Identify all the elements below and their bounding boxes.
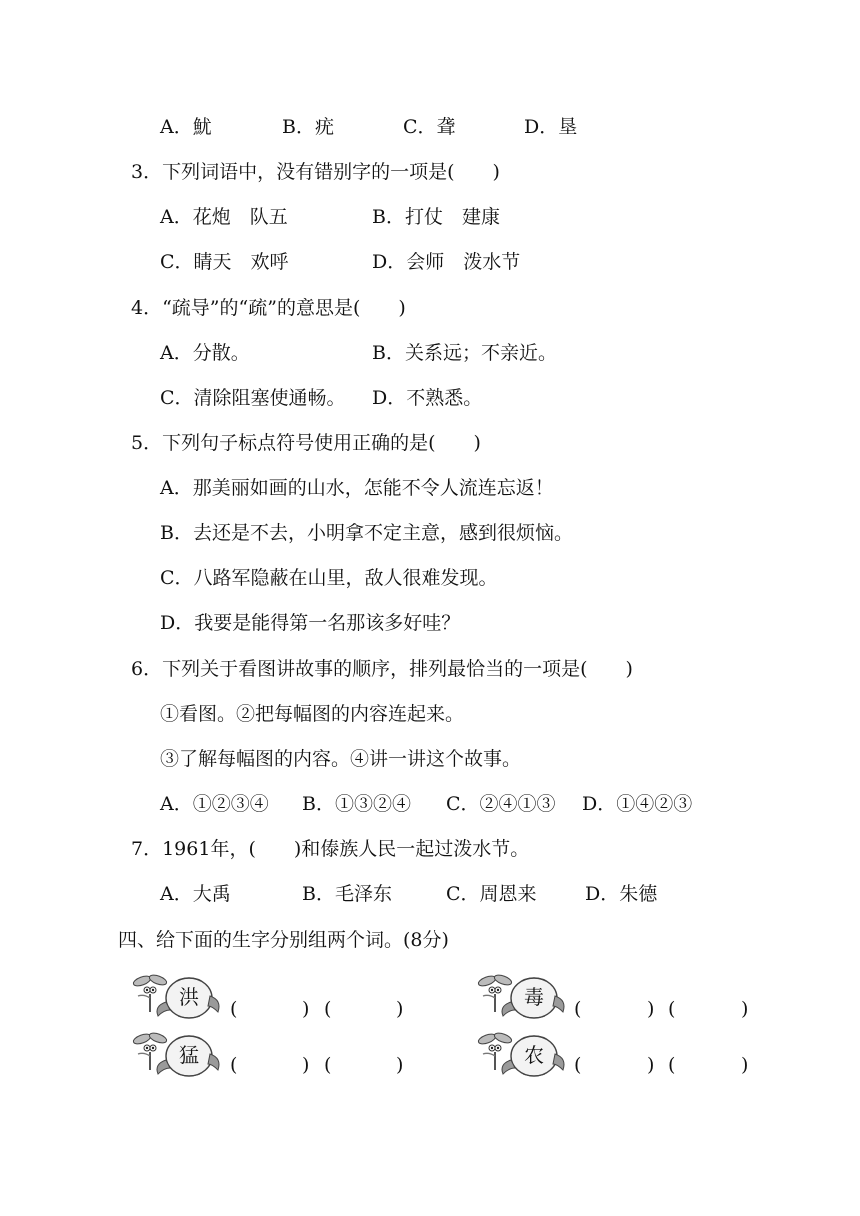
- answer-paren-close: ): [302, 1054, 310, 1076]
- character-hong: 洪: [179, 985, 199, 1009]
- q4-option-c: C．清除阻塞使通畅。: [160, 387, 346, 409]
- answer-paren-close: ): [741, 998, 749, 1020]
- option-a: A．魷: [160, 116, 212, 138]
- answer-paren-open: (: [324, 998, 332, 1020]
- q3-option-d: D．会师 泼水节: [372, 251, 521, 273]
- question-4-stem: 4．“疏导”的“疏”的意思是( ): [131, 297, 406, 319]
- q3-option-b: B．打仗 建康: [372, 206, 500, 228]
- q5-option-b: B．去还是不去，小明拿不定主意，感到很烦恼。: [160, 522, 573, 544]
- answer-paren-close: ): [396, 1054, 404, 1076]
- q4-option-d: D．不熟悉。: [372, 387, 483, 409]
- question-3-stem: 3．下列词语中，没有错别字的一项是( ): [131, 161, 500, 183]
- question-5-stem: 5．下列句子标点符号使用正确的是( ): [131, 432, 481, 454]
- answer-paren-open: (: [230, 998, 238, 1020]
- character-nong: 农: [524, 1043, 544, 1067]
- q6-option-b: B．①③②④: [302, 793, 411, 815]
- question-7-stem: 7．1961年，( )和傣族人民一起过泼水节。: [131, 838, 530, 860]
- q4-option-a: A．分散。: [160, 342, 250, 364]
- pumpkin-badge: [132, 972, 227, 1022]
- q6-line-1: ①看图。②把每幅图的内容连起来。: [160, 703, 465, 725]
- q7-option-a: A．大禹: [160, 883, 231, 905]
- q6-option-d: D．①④②③: [582, 793, 693, 815]
- answer-paren-close: ): [302, 998, 310, 1020]
- answer-paren-open: (: [668, 1054, 676, 1076]
- q5-option-d: D．我要是能得第一名那该多好哇？: [160, 612, 461, 634]
- pumpkin-badge: [477, 1030, 572, 1080]
- answer-paren-close: ): [741, 1054, 749, 1076]
- answer-paren-close: ): [647, 1054, 655, 1076]
- character-du: 毒: [524, 985, 544, 1009]
- q5-option-c: C．八路军隐蔽在山里，敌人很难发现。: [160, 567, 498, 589]
- option-d: D．垦: [524, 116, 578, 138]
- q6-option-a: A．①②③④: [160, 793, 269, 815]
- q7-option-c: C．周恩来: [446, 883, 537, 905]
- pumpkin-badge: [132, 1030, 227, 1080]
- character-meng: 猛: [179, 1043, 199, 1067]
- q4-option-b: B．关系远；不亲近。: [372, 342, 557, 364]
- question-6-stem: 6．下列关于看图讲故事的顺序，排列最恰当的一项是( ): [131, 658, 633, 680]
- q5-option-a: A．那美丽如画的山水，怎能不令人流连忘返！: [160, 477, 554, 499]
- option-c: C．聋: [403, 116, 456, 138]
- q3-option-a: A．花炮 队五: [160, 206, 288, 228]
- answer-paren-open: (: [324, 1054, 332, 1076]
- q7-option-b: B．毛泽东: [302, 883, 392, 905]
- pumpkin-badge: [477, 972, 572, 1022]
- q7-option-d: D．朱德: [585, 883, 658, 905]
- answer-paren-open: (: [574, 998, 582, 1020]
- q6-line-2: ③了解每幅图的内容。④讲一讲这个故事。: [160, 748, 522, 770]
- option-b: B．疣: [282, 116, 334, 138]
- q6-option-c: C．②④①③: [446, 793, 556, 815]
- answer-paren-open: (: [230, 1054, 238, 1076]
- answer-paren-close: ): [396, 998, 404, 1020]
- answer-paren-close: ): [647, 998, 655, 1020]
- section-4-title: 四、给下面的生字分别组两个词。(8分): [118, 929, 449, 951]
- answer-paren-open: (: [574, 1054, 582, 1076]
- answer-paren-open: (: [668, 998, 676, 1020]
- q3-option-c: C．睛天 欢呼: [160, 251, 289, 273]
